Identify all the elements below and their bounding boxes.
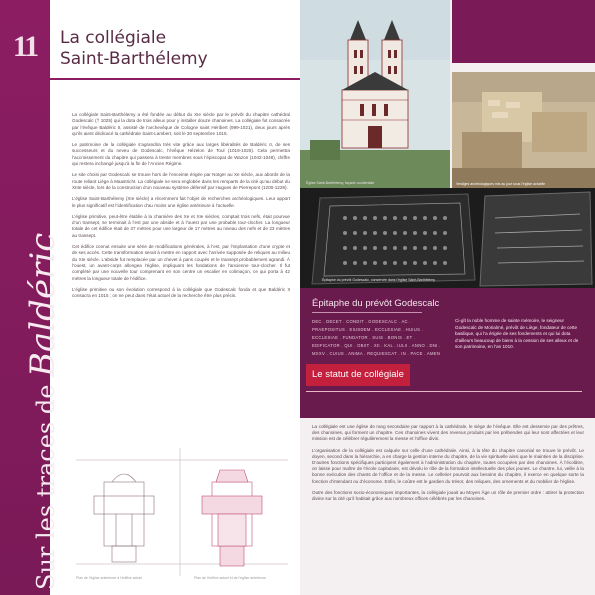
epitaph-panel bbox=[300, 288, 595, 418]
paragraph: Le patrimoine de la collégiale s’agrandira très vite grâce aux larges libéralités de Baldéric II, de ses successeurs et du neveu de Godescalc, l’évêque Hézelon de Toul (1019-1026). Cela permettra l’accroissement du chapitre qui passera à trente membres sous l’épiscopat de Wazon (1042-1048), chiffre qui restera inchangé jusqu’à la fin de l’Ancien Régime. bbox=[72, 142, 290, 167]
epitaph-title: Épitaphe du prévôt Godescalc bbox=[312, 298, 440, 309]
plan-left bbox=[94, 474, 154, 562]
band-title-prefix: Sur les traces de bbox=[32, 376, 60, 590]
statut-divider bbox=[306, 391, 582, 392]
plan-caption-right: Plan de l’édifice actuel et de l’église antérieure bbox=[194, 576, 266, 580]
plan-caption-left: Plan de l’église antérieure à l’édifice actuel bbox=[76, 576, 143, 580]
band-title-name: Baldéric bbox=[23, 232, 63, 377]
paragraph: La collégiale Saint-Barthélemy a été fondée au début du XIe siècle par le prévôt du chapitre cathédral Godescalc († 1025) qui la dota de trois alleux pour y installer douze chanoines. La collégiale fut consacrée par l’évêque Baldéric II, assisté de l’archevêque de Cologne saint Héribert (999-1021), deux jours après qu’ils aient dédicacé la cathédrale Saint-Lambert, soit le 30 septembre 1015. bbox=[72, 112, 290, 136]
top-color-bar bbox=[452, 0, 595, 63]
church-illustration bbox=[300, 0, 450, 188]
paragraph: Le site choisi par Godescalc se trouve hors de l’enceinte érigée par Notger au Xe siècle, aux abords de la route reliant Liège à Maastricht. La collégiale ne sera englobée dans les remparts de la cité qu’au début du XIIIe siècle, lors de la construction d’un nouveau système défensif par Hugues de Pierrepont (1200-1229). bbox=[72, 172, 290, 190]
paragraph: L’église primitive ou son évolution correspond à la collégiale que Godescalc fonda et que Baldéric II consacra en 1015 ; on ne peut dans l’état actuel de la recherche être plus précis. bbox=[72, 286, 290, 299]
side-band bbox=[0, 0, 63, 595]
epitaph-french-text: Ci-gît la noble homme de sainte mémoire, le seigneur Godescalc de Morialmé, prévôt de Liège, fondateur de cette basilique, qui l’a érigée de ses fondements et qui lui dota d’ailleurs beaucoup de biens à la cession de ses alleux et de son patrimoine, en l’an 1010. bbox=[455, 318, 579, 349]
band-number: 11 bbox=[12, 30, 38, 63]
plan-right bbox=[202, 470, 262, 566]
band-title bbox=[25, 233, 64, 590]
page-title-line1: La collégiale bbox=[60, 28, 167, 48]
epitaph-photo bbox=[300, 188, 595, 288]
floor-plan-drawings bbox=[76, 448, 288, 576]
floor-plans bbox=[76, 448, 288, 583]
statut-body bbox=[312, 424, 584, 507]
epitaph-divider bbox=[312, 312, 422, 313]
article-body bbox=[72, 112, 290, 304]
epitaph-photo-caption: Épitaphe du prévôt Godescalc, conservée dans l’église Saint-Barthélemy bbox=[322, 278, 436, 282]
paragraph: Outre des fonctions socio-économiques importantes, la collégiale jouait au Moyen Âge un rôle de premier ordre : attirer la protection divine sur la cité qu’il habitait grâce aux nombreux offices célébrés par les chanoines. bbox=[312, 489, 584, 502]
ruins-illustration bbox=[452, 72, 595, 188]
page-title bbox=[60, 28, 290, 70]
ruins-photo bbox=[452, 72, 595, 188]
ruins-photo-caption: Vestiges archéologiques mis au jour sous l’église actuelle bbox=[456, 182, 546, 186]
statut-title: Le statut de collégiale bbox=[312, 369, 404, 380]
epitaph-latin-text: DEC . DECET . CONDIT . GODESCALC . AC . PRAEPOSITUS . EIUSDEM . ECCLESIAE . HUIUS . ECCLESIAE . FUNDATOR . SUIS . BONIS . ET . EDIFICATOR . QUI . OBIIT . XII . KAL . IULII . ANNO . DNI . MXXV . CUIUS . ANIMA . REQUIESCAT . IN . PACE . AMEN bbox=[312, 319, 441, 356]
epitaph-illustration bbox=[300, 188, 595, 288]
paragraph: L’église Saint-Barthélemy (XIe siècle) a récemment fait l’objet de recherches archéologiques. Leur apport le plus significatif est l’identification d’au moins une église antérieure à l’actuelle. bbox=[72, 196, 290, 208]
title-divider bbox=[50, 78, 300, 80]
church-photo bbox=[300, 0, 450, 188]
church-photo-caption: Église Saint-Barthélemy, façade occidentale bbox=[306, 181, 375, 185]
paragraph: La collégiale est une église de rang secondaire par rapport à la cathédrale, le siège de l’évêque. Elle est desservie par des prêtres, des chanoines, qui forment un chapitre. Ces chanoines vivent des revenus produits par les prébendes qui leur sont affectées et leur mission est de célébrer régulièrement la messe et l’office divin. bbox=[312, 424, 584, 442]
paragraph: L’organisation de la collégiale est calquée sur celle d’une cathédrale. Ainsi, à la tête du chapitre canonial se trouve le prévôt. Le doyen, second dans la hiérarchie, a en charge la gestion interne du chapitre, de la vie spirituelle ainsi que le maintien de la discipline. D’autres fonctions spécifiques participent également à l’administration du chapitre, toutes occupées par des chanoines. À l’écolâtre, on laisse pour maître de l’école capitulaire, est dévolu le rôle de la formation intellectuelle des plus jeunes. Le chantre, lui, veille à la bonne exécution des chants de l’office et de la messe. Le cellerier pourvoit aux besoins du chapitre, il exerce en quelque sorte la fonction d’intendant ou d’économe. Enfin, le coûtre est le gardien du trésor, des reliques, des ornements et du mobilier de l’église. bbox=[312, 447, 584, 484]
paragraph: Cet édifice connut ensuite une série de modifications générales, à l’est, par l’implantation d’une crypte et de ses accès. Cette transformation serait à mettre en rapport avec l’arrivée supposée de reliques au milieu du XIe siècle. L’abside fut remplacée par un chevet à pans coupés et le transept probablement agrandi. À l’ouest, un avant-corps allongea l’église, impliquant les fondations de l’ancienne tour-clocher. Il fut complété par une nouvelle tour comprenant en son centre un escalier en colimaçon, ce qui porta à 42 mètres la longueur totale de l’édifice. bbox=[72, 244, 290, 281]
paragraph: L’église primitive, peut-être établie à la charnière des Xe et XIe siècles, comptait trois nefs, était pourvue d’un transept, se terminait à l’est par une abside et à l’ouest par une probable tour-clocher. La longueur totale de cet édifice était de 37 mètres pour une largeur de 17 mètres au niveau des nefs et de 23 mètres au transept. bbox=[72, 213, 290, 238]
page-title-line2: Saint-Barthélemy bbox=[60, 49, 208, 69]
